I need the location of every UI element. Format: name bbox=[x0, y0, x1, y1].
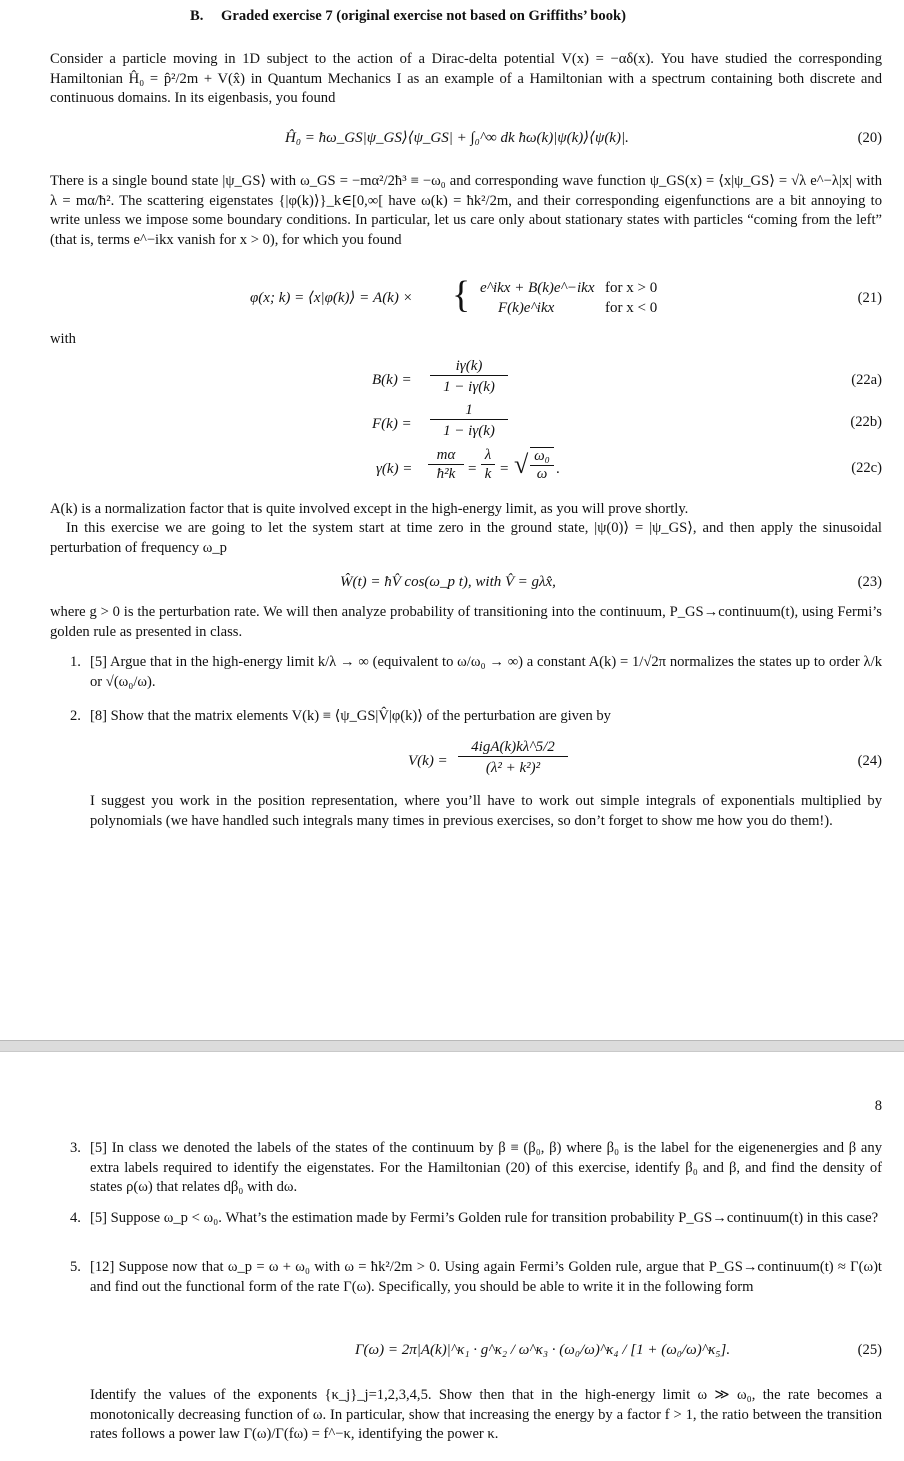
question-5-text: [12] Suppose now that ω_p = ω + ω₀ with ω = ħk²/2m > 0. Using again Fermi’s Golden rule, argue that P_GS→continuum(t) ≈ Γ(ω)t and find out the functional form of the rate Γ(ω). Specifically, you should be able to write it in the following form bbox=[90, 1259, 882, 1295]
gamma-fraction-3-num: ω₀ bbox=[530, 447, 554, 466]
equation-22b-lhs: F(k) = bbox=[372, 416, 412, 432]
equation-21-cond2: for x < 0 bbox=[605, 300, 658, 316]
equation-21-case2: F(k)e^ikx bbox=[498, 300, 555, 316]
with-text: with bbox=[50, 331, 76, 347]
equation-number-24: (24) bbox=[857, 753, 882, 769]
equation-24-lhs: V(k) = bbox=[408, 753, 448, 769]
equation-number-22c: (22c) bbox=[851, 460, 882, 476]
equals-sign: = bbox=[468, 461, 477, 477]
equation-22c-lhs: γ(k) = bbox=[376, 461, 413, 477]
section-number: B. bbox=[190, 8, 204, 24]
period: . bbox=[556, 461, 560, 477]
question-2 bbox=[70, 707, 882, 727]
equation-25: Γ(ω) = 2π|A(k)|^κ₁ · g^κ₂ / ω^κ₃ · (ω₀/ω)^κ₄ / [1 + (ω₀/ω)^κ₅]. bbox=[355, 1342, 731, 1358]
question-4-text: [5] Suppose ω_p < ω₀. What’s the estimation made by Fermi’s Golden rule for transition probability P_GS→continuum(t) in this case? bbox=[90, 1210, 879, 1226]
equation-22a-denominator: 1 − iγ(k) bbox=[443, 379, 495, 395]
section-heading bbox=[190, 8, 626, 25]
equals-sign: = bbox=[500, 461, 509, 477]
equation-number-23: (23) bbox=[857, 574, 882, 590]
equation-22b-denominator: 1 − iγ(k) bbox=[443, 423, 495, 439]
question-3-label: 3. bbox=[70, 1140, 81, 1156]
equation-number-25: (25) bbox=[857, 1342, 882, 1358]
equation-23: Ŵ(t) = ħV̂ cos(ω_p t), with V̂ = gλx̂, bbox=[340, 574, 556, 590]
equation-24-numerator: 4igA(k)kλ^5/2 bbox=[458, 738, 568, 757]
section-title: Graded exercise 7 (original exercise not based on Griffiths’ book) bbox=[221, 8, 626, 24]
equation-number-21: (21) bbox=[857, 290, 882, 306]
equation-number-22a: (22a) bbox=[851, 372, 882, 388]
equation-21-cond1: for x > 0 bbox=[605, 280, 658, 296]
equation-22b-numerator: 1 bbox=[430, 401, 508, 420]
gamma-fraction-1-num: mα bbox=[428, 447, 464, 465]
paragraph-normalization: A(k) is a normalization factor that is quite involved except in the high-energy limit, as you will prove shortly. bbox=[50, 501, 689, 517]
question-5-label: 5. bbox=[70, 1259, 81, 1275]
equation-22a-numerator: iγ(k) bbox=[430, 357, 508, 376]
question-5 bbox=[70, 1258, 882, 1297]
paragraph-perturbation-rate: where g > 0 is the perturbation rate. We will then analyze probability of transitioning into the continuum, P_GS→continuum(t), using Fermi’s golden rule as presented in class. bbox=[50, 604, 882, 640]
question-2-hint: I suggest you work in the position representation, where you’ll have to work out simple integrals of exponentials multiplied by polynomials (we have handled such integrals many times in previous exercises, so don’t forget to show me how you do them!). bbox=[90, 793, 882, 829]
page-separator bbox=[0, 1040, 904, 1052]
gamma-fraction-3-den: ω bbox=[536, 466, 548, 482]
gamma-fraction-1-den: ħ²k bbox=[436, 466, 456, 482]
gamma-fraction-2-den: k bbox=[484, 466, 492, 482]
question-4-label: 4. bbox=[70, 1210, 81, 1226]
paragraph-bound-state: There is a single bound state |ψ_GS⟩ with ω_GS = −mα²/2ħ³ ≡ −ω₀ and corresponding wave function ψ_GS(x) = ⟨x|ψ_GS⟩ = √λ e^−λ|x| with λ = mα/ħ². The scattering eigenstates {|φ(k)⟩}_k∈[0,∞[ have ω(k) = ħk²/2m, and their corresponding eigenfunctions are a bit annoying to write unless we impose some boundary conditions. In particular, let us care only about stationary states with particles “coming from the left” (that is, terms e^−ikx vanish for x > 0), for which you found bbox=[50, 173, 882, 248]
question-1-text: [5] Argue that in the high-energy limit k/λ → ∞ (equivalent to ω/ω₀ → ∞) a constant A(k) = 1/√2π normalizes the states up to order λ/k or √(ω₀/ω). bbox=[90, 654, 882, 690]
question-2-label: 2. bbox=[70, 708, 81, 724]
equation-24-denominator: (λ² + k²)² bbox=[485, 760, 541, 776]
question-2-text: [8] Show that the matrix elements V(k) ≡ ⟨ψ_GS|V̂|φ(k)⟩ of the perturbation are given by bbox=[90, 708, 611, 724]
question-1-label: 1. bbox=[70, 654, 81, 670]
equation-21-lhs: φ(x; k) = ⟨x|φ(k)⟩ = A(k) × bbox=[250, 290, 413, 306]
equation-22a-lhs: B(k) = bbox=[372, 372, 412, 388]
intro-paragraph: Consider a particle moving in 1D subject to the action of a Dirac-delta potential V(x) = −αδ(x). You have studied the corresponding Hamiltonian Ĥ₀ = p̂²/2m + V(x̂) in Quantum Mechanics I as an example of a Hamiltonian with a spectrum containing both discrete and continuous domains. In its eigenbasis, you found bbox=[50, 51, 882, 106]
question-5-continuation: Identify the values of the exponents {κ_j}_j=1,2,3,4,5. Show then that in the high-energy limit ω ≫ ω₀, the rate becomes a monotonically decreasing function of ω. In particular, show that increasing the energy by a factor f > 1, the ratio between the transition rates follows a power law Γ(ω)/Γ(fω) = f^−κ, identifying the power κ. bbox=[90, 1387, 882, 1442]
left-brace: { bbox=[452, 274, 471, 316]
page-bottom bbox=[0, 1052, 904, 1461]
question-4 bbox=[70, 1209, 882, 1229]
sqrt-sign: √ bbox=[514, 450, 529, 479]
question-3 bbox=[70, 1139, 882, 1198]
equation-21-case1: e^ikx + B(k)e^−ikx bbox=[480, 280, 595, 296]
question-1 bbox=[70, 653, 882, 692]
gamma-fraction-2-num: λ bbox=[481, 447, 495, 465]
equation-number-22b: (22b) bbox=[850, 414, 882, 430]
question-3-text: [5] In class we denoted the labels of the states of the continuum by β ≡ (β₀, β) where β₀ is the label for the eigenenergies and β any extra labels required to identify the eigenstates. For the Hamiltonian (20) of this exercise, identify β₀ and β, and find the density of states ρ(ω) that relates dβ₀ with dω. bbox=[90, 1140, 882, 1195]
equation-20: Ĥ₀ = ħω_GS|ψ_GS⟩⟨ψ_GS| + ∫₀^∞ dk ħω(k)|ψ(k)⟩⟨ψ(k)|. bbox=[285, 130, 629, 146]
equation-number-20: (20) bbox=[857, 130, 882, 146]
page-number: 8 bbox=[874, 1098, 882, 1114]
paragraph-perturbation: In this exercise we are going to let the system start at time zero in the ground state, |ψ(0)⟩ = |ψ_GS⟩, and then apply the sinusoidal perturbation of frequency ω_p bbox=[50, 520, 882, 556]
